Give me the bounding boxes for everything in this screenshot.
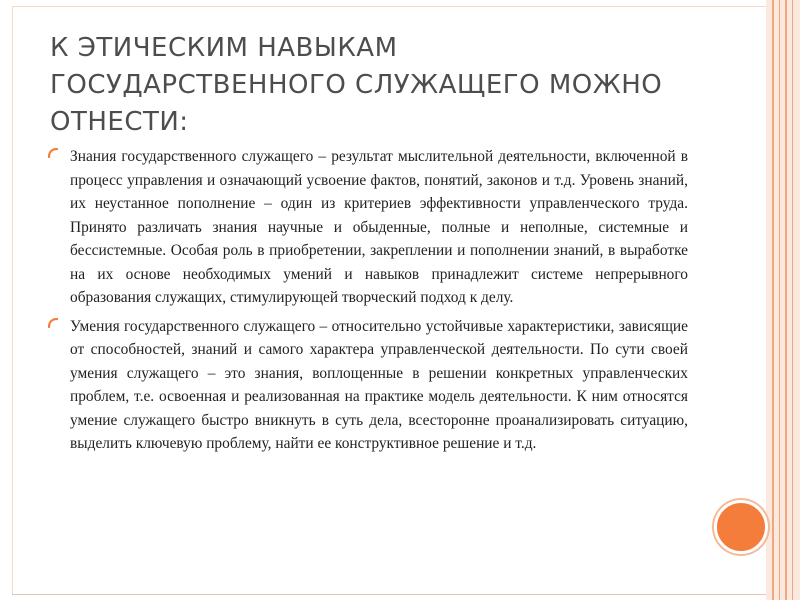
decorative-stripe [779, 0, 780, 600]
orange-circle-icon [714, 500, 768, 554]
decorative-stripe [772, 0, 774, 600]
curved-bullet-icon [48, 318, 58, 328]
bullet-text: Знания государственного служащего – результат мыслительной деятельности, включенной в процесс управления и означающий усвоение фактов, понятий, законов и т.д. Уровень знаний, их неустанное пополнение – один из критериев эффективности управленческого труда. Принято различать знания научные и обыденные, полные и неполные, системные и бессистемные. Особая роль в приобретении, закреплении и пополнении знаний, в выработке на их основе необходимых умений и навыков принадлежит системе непрерывного образования служащих, стимулирующей творческий подход к делу. [70, 148, 688, 306]
decorative-stripe [785, 0, 787, 600]
frame-bottom-line [12, 594, 766, 595]
slide-title: К ЭТИЧЕСКИМ НАВЫКАМ ГОСУДАРСТВЕННОГО СЛУЖАЩЕГО МОЖНО ОТНЕСТИ: [50, 33, 663, 137]
frame-top-line [12, 6, 766, 7]
frame-left-line [12, 6, 13, 595]
decorative-stripe [792, 0, 793, 600]
slide-content [48, 145, 688, 461]
bullet-text: Умения государственного служащего – относительно устойчивые характеристики, зависящие от способностей, знаний и самого характера управленческой деятельности. По сути своей умения служащего – это знания, воплощенные в решении конкретных управленческих проблем, т.е. освоенная и реализованная на практике модель деятельности. К ним относятся умение служащего быстро вникнуть в суть дела, всесторонне проанализировать ситуацию, выделить ключевую проблему, найти ее конструктивное решение и т.д. [70, 317, 688, 452]
curved-bullet-icon [48, 148, 58, 158]
bullet-item [48, 145, 688, 310]
bullet-item [48, 315, 688, 456]
